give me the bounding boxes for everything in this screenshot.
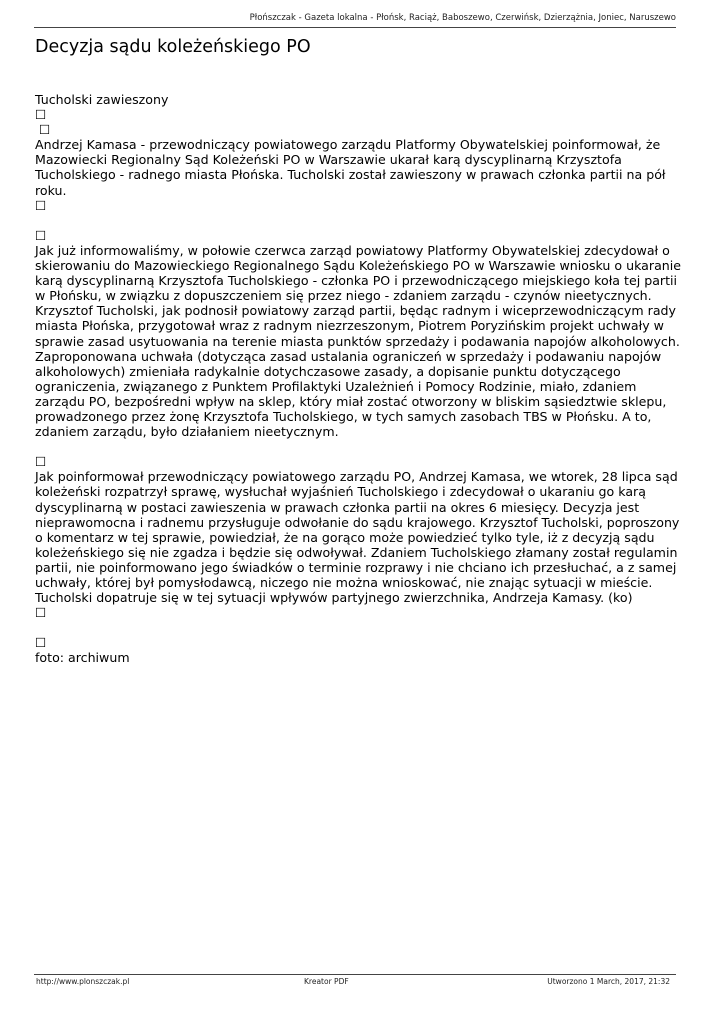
checkbox-placeholder-icon: ☐: [39, 122, 51, 138]
article-body: [35, 91, 690, 666]
checkbox-placeholder-icon: ☐: [35, 454, 47, 470]
spacer: [35, 620, 690, 635]
article-lead: Tucholski zawieszony: [35, 92, 169, 107]
spacer: [35, 213, 690, 228]
footer-url: http://www.plonszczak.pl: [36, 977, 130, 986]
article-paragraph-3: Jak poinformował przewodniczący powiatowego zarządu PO, Andrzej Kamasa, we wtorek, 28 lipca sąd koleżeński rozpatrzył sprawę, wysłuchał wyjaśnień Tucholskiego i zdecydował o ukaraniu go karą dyscyplinarną w postaci zawieszenia w prawach członka partii na okres 6 miesięcy. Decyzja jest nieprawomocna i radnemu przysługuje odwołanie do sądu krajowego. Krzysztof Tucholski, poproszony o komentarz w tej sprawie, powiedział, że na gorąco może powiedzieć tylko tyle, iż z decyzją sądu koleżeńskiego się nie zgadza i będzie się odwoływał. Zdaniem Tucholskiego złamany został regulamin partii, nie poinformowano jego świadków o terminie rozprawy i nie chciano ich przesłuchać, a z samej uchwały, której był pomysłodawcą, niczego nie można wnioskować, nie znając sytuacji w mieście. Tucholski dopatruje się w tej sytuacji wpływów partyjnego zwierzchnika, Andrzeja Kamasy. (ko): [35, 469, 680, 606]
checkbox-placeholder-icon: ☐: [35, 197, 47, 213]
article-paragraph-1: Andrzej Kamasa - przewodniczący powiatowego zarządu Platformy Obywatelskiej poinformował, że Mazowiecki Regionalny Sąd Koleżeński PO w Warszawie ukarał karą dyscyplinarną Krzysztofa Tucholskiego - radnego miasta Płońska. Tucholski został zawieszony w prawach członka partii na pół roku.: [35, 137, 666, 198]
footer-generator: Kreator PDF: [304, 977, 349, 986]
checkbox-placeholder-icon: ☐: [35, 107, 47, 123]
checkbox-placeholder-icon: ☐: [35, 605, 47, 621]
footer-divider: [34, 974, 676, 975]
checkbox-placeholder-icon: ☐: [35, 227, 47, 243]
article-paragraph-2: Jak już informowaliśmy, w połowie czerwca zarząd powiatowy Platformy Obywatelskiej zdecydował o skierowaniu do Mazowieckiego Regionalnego Sądu Koleżeńskiego PO w Warszawie wniosku o ukaranie karą dyscyplinarną Krzysztofa Tucholskiego - członka PO i przewodniczącego miejskiego koła tej partii w Płońsku, w związku z dopuszczeniem się przez niego - zdaniem zarządu - czynów nieetycznych. Krzysztof Tucholski, jak podnosił powiatowy zarząd partii, będąc radnym i wiceprzewodniczącym rady miasta Płońska, przygotował wraz z radnym niezrzeszonym, Piotrem Poryzińskim projekt uchwały w sprawie zasad usytuowania na terenie miasta punktów sprzedaży i podawania napojów alkoholowych. Zaproponowana uchwała (dotycząca zasad ustalania ograniczeń w sprzedaży i podawaniu napojów alkoholowych) zmieniała radykalnie dotychczasowe zasady, a dopisanie punktu dotyczącego ograniczenia, związanego z Punktem Profilaktyki Uzależnień i Pomocy Rodzinie, miało, zdaniem zarządu PO, bezpośredni wpływ na sklep, który miał zostać otworzony w bliskim sąsiedztwie sklepu, prowadzonego przez żonę Krzysztofa Tucholskiego, w tych samych zasobach TBS w Płońsku. A to, zdaniem zarządu, było działaniem nieetycznym.: [35, 242, 682, 440]
article-title: Decyzja sądu koleżeńskiego PO: [35, 37, 311, 57]
photo-credit: foto: archiwum: [35, 650, 130, 666]
header-site-info: Płońszczak - Gazeta lokalna - Płońsk, Raciąż, Baboszewo, Czerwińsk, Dzierzążnia, Joniec, Naruszewo: [249, 13, 676, 23]
spacer: [35, 439, 690, 454]
checkbox-placeholder-icon: ☐: [35, 635, 47, 651]
footer-created-date: Utworzono 1 March, 2017, 21:32: [547, 977, 670, 986]
header-divider: [34, 27, 676, 28]
